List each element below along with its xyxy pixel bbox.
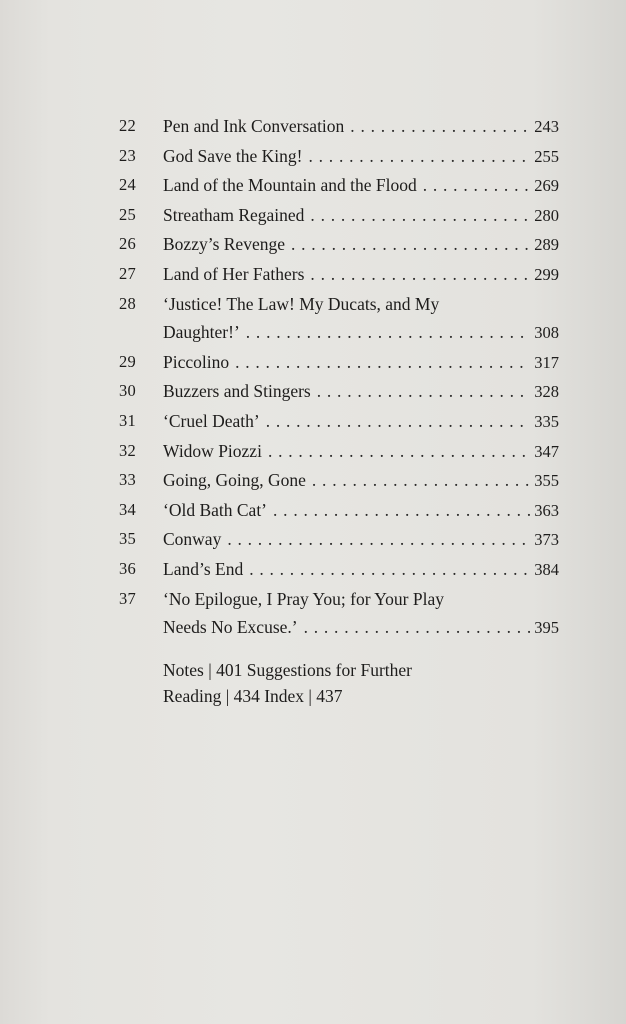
back-matter-listing: Notes | 401 Suggestions for Further Reading | 434 Index | 437: [163, 659, 412, 706]
toc-entry: [119, 142, 559, 172]
page-number: 243: [534, 117, 559, 136]
chapter-title: Daughter!’: [163, 322, 240, 343]
chapter-title-line: [163, 407, 559, 437]
chapter-title: Land’s End: [163, 558, 244, 579]
dot-leader: [306, 466, 530, 495]
toc-entry: [119, 585, 559, 643]
chapter-entry-body: [163, 348, 559, 378]
dot-leader: [344, 112, 530, 141]
chapter-number: 31: [119, 410, 137, 430]
chapter-title: Land of the Mountain and the Flood: [163, 175, 417, 196]
chapter-title: Conway: [163, 529, 222, 550]
chapter-title-line: [163, 377, 559, 407]
chapter-title: Needs No Excuse.’: [163, 617, 298, 638]
chapter-entry-body: [163, 260, 559, 290]
chapter-entry-body: [163, 171, 559, 201]
chapter-number: 25: [119, 204, 137, 224]
dot-leader: [298, 613, 531, 642]
chapter-number: 26: [119, 234, 137, 254]
chapter-title: God Save the King!: [163, 145, 303, 166]
dot-leader: [304, 201, 530, 230]
page-number: 373: [534, 530, 559, 550]
chapter-entry-body: [163, 466, 559, 496]
chapter-title-line: [163, 466, 559, 496]
chapter-title-line: [163, 290, 559, 319]
chapter-number: 29: [119, 351, 137, 371]
chapter-entry-body: [163, 290, 559, 348]
toc-entry: [119, 496, 559, 526]
page-number: 347: [534, 441, 559, 461]
chapter-entry-body: [163, 585, 559, 643]
chapter-title: ‘Old Bath Cat’: [163, 499, 268, 520]
chapter-number: 22: [119, 116, 137, 135]
chapter-title-line: [163, 201, 559, 231]
dot-leader: [221, 525, 530, 554]
chapter-entry-body: [163, 555, 559, 585]
page-number: 328: [534, 382, 559, 402]
chapter-entry-body: [163, 112, 559, 142]
chapter-title: Bozzy’s Revenge: [163, 234, 285, 255]
dot-leader: [260, 407, 531, 436]
toc-entry: [119, 407, 559, 437]
dot-leader: [267, 496, 530, 525]
page-number: 280: [534, 205, 559, 225]
chapter-title: ‘Cruel Death’: [163, 410, 260, 431]
chapter-title: ‘No Epilogue, I Pray You; for Your Play: [163, 588, 444, 609]
toc-entry: [119, 230, 559, 260]
dot-leader: [229, 348, 530, 377]
page-number: 289: [534, 235, 559, 255]
dot-leader: [240, 318, 530, 347]
chapter-entry-body: [163, 437, 559, 467]
toc-entry: [119, 171, 559, 201]
chapter-number: 36: [119, 558, 137, 578]
toc-entry: [119, 260, 559, 290]
dot-leader: [311, 377, 531, 406]
toc-entry: [119, 112, 559, 142]
chapter-number: 24: [119, 175, 137, 195]
toc-entry: [119, 201, 559, 231]
dot-leader: [262, 437, 530, 466]
chapter-number: 28: [119, 293, 137, 313]
chapter-title: ‘Justice! The Law! My Ducats, and My: [163, 293, 440, 314]
dot-leader: [243, 555, 530, 584]
chapter-number: 23: [119, 145, 137, 165]
chapter-entry-body: [163, 377, 559, 407]
chapter-number: 34: [119, 499, 137, 519]
toc-entry: [119, 555, 559, 585]
chapter-title-line: [163, 348, 559, 378]
dot-leader: [417, 171, 531, 200]
page-number: 335: [534, 411, 559, 431]
chapter-title-line: [163, 525, 559, 555]
chapter-title-line: [163, 496, 559, 526]
chapter-title-line: [163, 112, 559, 142]
chapter-number: 27: [119, 263, 137, 283]
page-number: 299: [534, 264, 559, 284]
chapter-title-line: [163, 171, 559, 201]
table-of-contents: [119, 112, 559, 709]
chapter-title: Streatham Regained: [163, 204, 305, 225]
chapter-title: Buzzers and Stingers: [163, 381, 311, 402]
chapter-title-line: [163, 318, 559, 348]
dot-leader: [303, 142, 531, 171]
chapter-entry-body: [163, 201, 559, 231]
page-number: 384: [534, 559, 559, 579]
chapter-title: Pen and Ink Conversation: [163, 116, 345, 136]
dot-leader: [285, 230, 530, 259]
chapter-entry-body: [163, 525, 559, 555]
chapter-number: 37: [119, 588, 137, 608]
page-number: 308: [534, 323, 559, 343]
toc-entry: [119, 348, 559, 378]
chapter-title-line: [163, 585, 559, 614]
page-number: 355: [534, 471, 559, 491]
toc-entry: [119, 290, 559, 348]
dot-leader: [304, 260, 530, 289]
chapter-title-line: [163, 142, 559, 172]
chapter-title: Going, Going, Gone: [163, 470, 306, 491]
chapter-entry-body: [163, 142, 559, 172]
chapter-title-line: [163, 260, 559, 290]
chapter-title-line: [163, 613, 559, 643]
chapter-entry-body: [163, 230, 559, 260]
chapter-entry-body: [163, 407, 559, 437]
chapter-number: 35: [119, 529, 137, 549]
page-number: 395: [534, 618, 559, 638]
chapter-title: Land of Her Fathers: [163, 263, 305, 284]
toc-entry: [119, 525, 559, 555]
page-number: 255: [534, 146, 559, 166]
chapter-number: 30: [119, 381, 137, 401]
chapter-title-line: [163, 555, 559, 585]
chapter-entry-body: [163, 496, 559, 526]
chapter-number: 32: [119, 440, 137, 460]
toc-entry: [119, 466, 559, 496]
chapter-title: Widow Piozzi: [163, 440, 262, 461]
page-number: 269: [534, 176, 559, 196]
page-number: 317: [534, 352, 559, 372]
chapter-title-line: [163, 437, 559, 467]
chapter-title-line: [163, 230, 559, 260]
page-number: 363: [534, 500, 559, 520]
toc-entry: [119, 377, 559, 407]
toc-entry: [119, 437, 559, 467]
chapter-title: Piccolino: [163, 351, 230, 372]
chapter-number: 33: [119, 470, 137, 490]
